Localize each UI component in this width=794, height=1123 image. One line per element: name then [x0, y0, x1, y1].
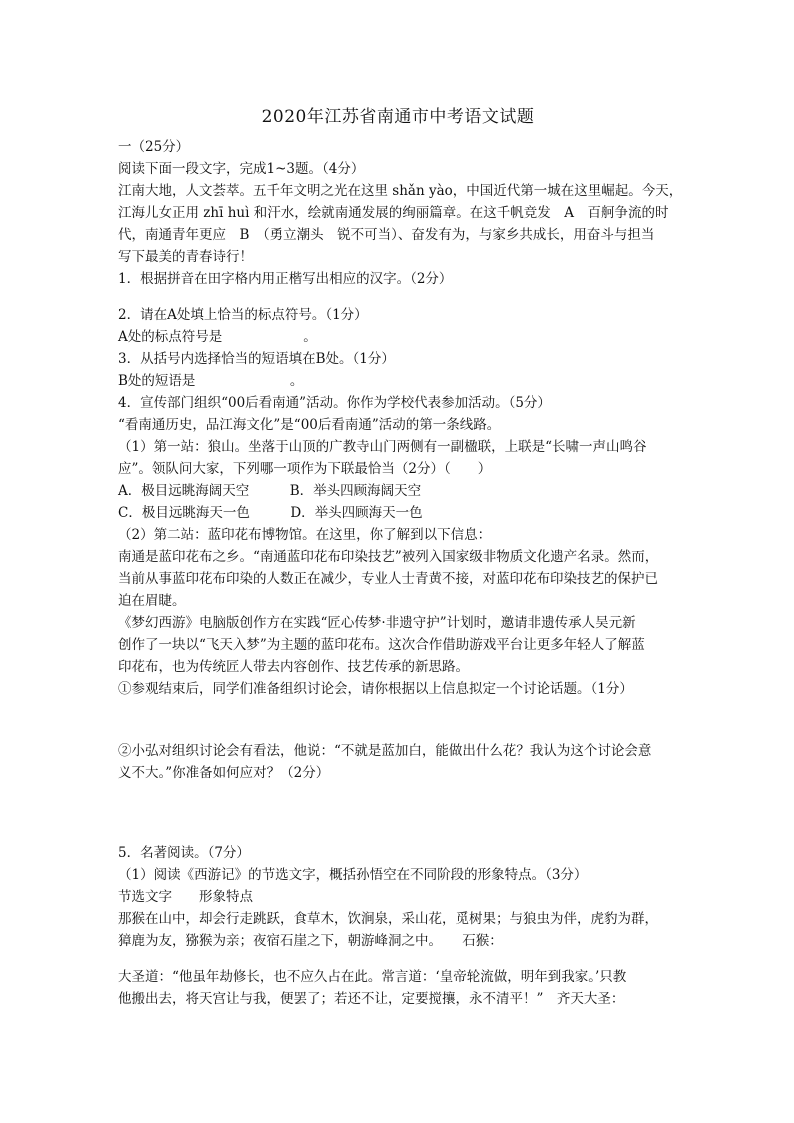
question-4-2: （2）第二站：蓝印花布博物馆。在这里，你了解到以下信息：: [118, 527, 492, 543]
excerpt-line: 他搬出去，将天宫让与我，便罢了；若还不让，定要搅攘，永不清平！” 齐天大圣：: [118, 991, 625, 1007]
passage-line: 江海儿女正用 zhī huì 和汗水，绘就南通发展的绚丽篇章。在这千帆竞发 A 百舸争流的时: [118, 205, 669, 221]
info-line: 南通是蓝印花布之乡。“南通蓝印花布印染技艺”被列入国家级非物质文化遗产名录。然而，: [118, 549, 659, 565]
section-heading: 一（25分）: [118, 139, 190, 155]
question-4-2-b-line: ②小弘对组织讨论会有看法，他说：“不就是蓝加白，能做出什么花？我认为这个讨论会意: [118, 743, 652, 759]
info-line: 《梦幻西游》电脑版创作方在实践“匠心传梦·非遗守护”计划时，邀请非遗传承人吴元新: [118, 615, 636, 631]
option-line: C．极目远眺海天一色 D．举头四顾海天一色: [118, 505, 423, 521]
exam-page: [118, 104, 683, 1010]
passage-line: 江南大地，人文荟萃。五千年文明之光在这里 shǎn yào，中国近代第一城在这里崛起。今天，: [118, 183, 683, 199]
info-line: 当前从事蓝印花布印染的人数正在减少，专业人士青黄不接，对蓝印花布印染技艺的保护已: [118, 571, 658, 587]
question-4: 4．宣传部门组织“00后看南通”活动。你作为学校代表参加活动。（5分）: [118, 395, 551, 411]
question-4-2-b-line: 义不大。”你准备如何应对？（2分）: [118, 765, 330, 781]
question-3: 3．从括号内选择恰当的短语填在B处。（1分）: [118, 351, 395, 367]
table-header: 节选文字 形象特点: [118, 889, 253, 905]
question-2: 2．请在A处填上恰当的标点符号。（1分）: [118, 307, 368, 323]
question-4-2-a: ①参观结束后，同学们准备组织讨论会，请你根据以上信息拟定一个讨论话题。（1分）: [118, 681, 633, 697]
excerpt-line: 那猴在山中，却会行走跳跃，食草木，饮涧泉，采山花，觅树果；与狼虫为伴，虎豹为群，: [118, 911, 658, 927]
info-line: 印花布，也为传统匠人带去内容创作、技艺传承的新思路。: [118, 659, 469, 675]
answer-space: [118, 784, 678, 842]
exam-title: 2020年江苏省南通市中考语文试题: [261, 107, 535, 127]
option-line: A．极目远眺海阔天空 B．举头四顾海阔天空: [118, 483, 422, 499]
info-line: 迫在眉睫。: [118, 593, 186, 609]
answer-space: [118, 290, 678, 304]
question-3-answer-line: B处的短语是 。: [118, 373, 304, 389]
passage-line: 写下最美的青春诗行！: [118, 249, 253, 265]
answer-space: [118, 952, 678, 966]
question-4-intro: “看南通历史，品江海文化”是“00后看南通”活动的第一条线路。: [118, 417, 501, 433]
excerpt-line: 大圣道：“他虽年劫修长，也不应久占在此。常言道：‘皇帝轮流做，明年到我家。’只教: [118, 969, 627, 985]
reading-instruction: 阅读下面一段文字，完成1~3题。（4分）: [118, 161, 365, 177]
info-line: 创作了一块以“飞天入梦”为主题的蓝印花布。这次合作借助游戏平台让更多年轻人了解蓝: [118, 637, 645, 653]
question-5-1: （1）阅读《西游记》的节选文字，概括孙悟空在不同阶段的形象特点。（3分）: [118, 867, 588, 883]
question-2-answer-line: A处的标点符号是 。: [118, 329, 317, 345]
passage-line: 代，南通青年更应 B （勇立潮头 锐不可当）、奋发有为，与家乡共成长，用奋斗与担当: [118, 227, 655, 243]
excerpt-line: 獐鹿为友，猕猴为亲；夜宿石崖之下，朝游峰洞之中。 石猴：: [118, 933, 503, 949]
question-4-1-line: 应”。领队问大家，下列哪一项作为下联最恰当（2分）（ ）: [118, 461, 492, 477]
question-4-1-line: （1）第一站：狼山。坐落于山顶的广教寺山门两侧有一副楹联，上联是“长啸一声山鸣谷: [118, 439, 647, 455]
answer-space: [118, 700, 678, 740]
question-1: 1．根据拼音在田字格内用正楷写出相应的汉字。（2分）: [118, 271, 453, 287]
question-5: 5．名著阅读。（7分）: [118, 845, 250, 861]
